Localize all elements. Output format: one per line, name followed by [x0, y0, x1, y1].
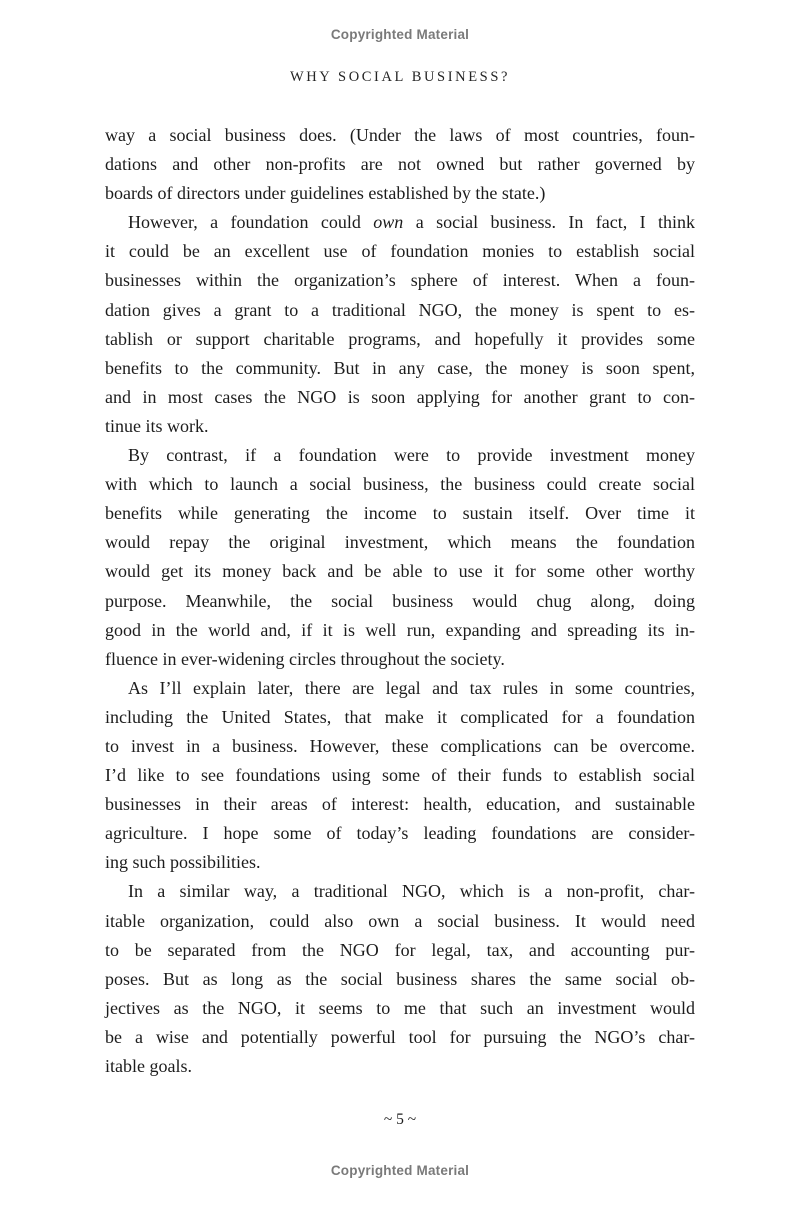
text-line: be a wise and potentially powerful tool for pursuing the NGO’s char- [105, 1026, 695, 1047]
text-line: way a social business does. (Under the laws of most countries, foun- [105, 125, 695, 145]
text-line: businesses in their areas of interest: health, education, and sustainable [105, 794, 695, 815]
text-line: itable goals. [105, 1056, 192, 1076]
text-line: tablish or support charitable programs, and hopefully it provides some [105, 328, 695, 349]
text-line: good in the world and, if it is well run, expanding and spreading its in- [105, 619, 695, 640]
text-line: purpose. Meanwhile, the social business would chug along, doing [105, 590, 695, 611]
text-line: with which to launch a social business, the business could create social [105, 474, 695, 495]
text-line: including the United States, that make it complicated for a foundation [105, 706, 695, 727]
text-line: poses. But as long as the social business shares the same social ob- [105, 968, 695, 989]
paragraph [105, 877, 695, 1081]
copyright-notice-bottom: Copyrighted Material [330, 1163, 470, 1178]
text-line: I’d like to see foundations using some of their funds to establish social [105, 765, 695, 786]
text-line: itable organization, could also own a social business. It would need [105, 910, 695, 931]
running-head-title: WHY SOCIAL BUSINESS? [289, 69, 511, 85]
paragraph [105, 441, 695, 674]
text-line: to invest in a business. However, these complications can be overcome. [105, 735, 695, 756]
page-number: ~ 5 ~ [383, 1111, 417, 1128]
text-line: tinue its work. [105, 415, 209, 436]
text-line: would get its money back and be able to use it for some other worthy [105, 561, 695, 582]
text-line: In a similar way, a traditional NGO, which is a non-profit, char- [128, 881, 695, 902]
copyright-notice-top: Copyrighted Material [330, 27, 470, 42]
text-line: would repay the original investment, which means the foundation [105, 532, 695, 553]
text-line: By contrast, if a foundation were to provide investment money [128, 445, 695, 466]
text-line: dations and other non-profits are not owned but rather governed by [105, 154, 695, 175]
text-line: benefits to the community. But in any case, the money is soon spent, [105, 357, 695, 378]
paragraph [105, 674, 695, 878]
paragraph [105, 121, 695, 208]
text-line: boards of directors under guidelines established by the state.) [105, 183, 546, 204]
text-line: agriculture. I hope some of today’s leading foundations are consider- [105, 823, 695, 844]
text-line: However, a foundation could own a social business. In fact, I think [128, 212, 696, 233]
text-line: ing such possibilities. [105, 852, 261, 873]
text-line: dation gives a grant to a traditional NGO, the money is spent to es- [105, 299, 695, 320]
text-line: and in most cases the NGO is soon applying for another grant to con- [105, 386, 695, 407]
text-line: benefits while generating the income to sustain itself. Over time it [105, 503, 695, 524]
text-line: fluence in ever-widening circles throughout the society. [105, 648, 505, 669]
paragraph [105, 208, 695, 441]
page-body [105, 121, 695, 1081]
text-line: jectives as the NGO, it seems to me that such an investment would [105, 997, 695, 1018]
text-line: it could be an excellent use of foundation monies to establish social [105, 241, 695, 262]
text-line: businesses within the organization’s sphere of interest. When a foun- [105, 270, 695, 291]
text-line: As I’ll explain later, there are legal and tax rules in some countries, [128, 677, 695, 698]
text-line: to be separated from the NGO for legal, tax, and accounting pur- [105, 939, 695, 960]
